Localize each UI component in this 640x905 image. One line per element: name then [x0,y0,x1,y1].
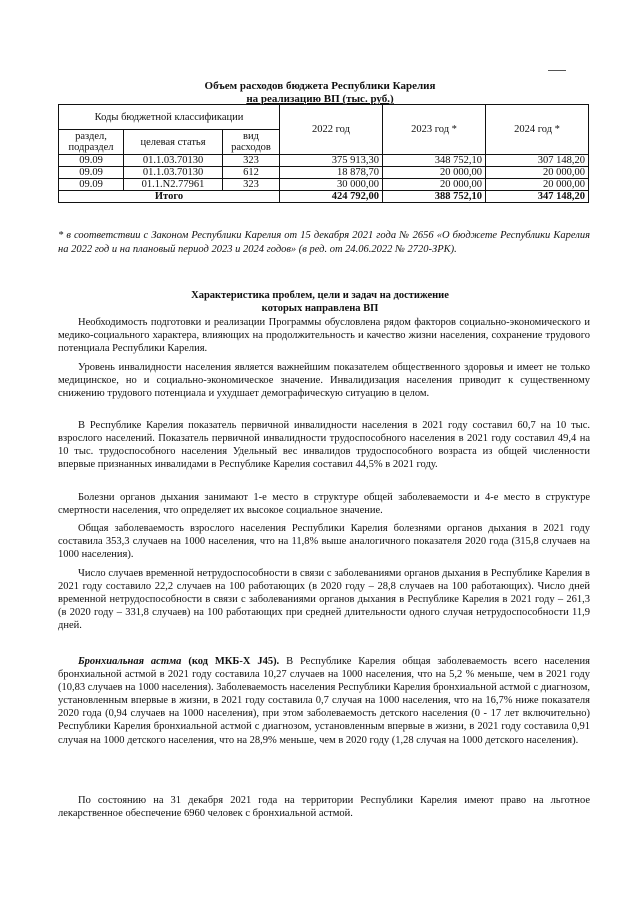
cell-2024: 20 000,00 [486,179,589,191]
cell-2023: 20 000,00 [383,167,486,179]
header-type: вид расходов [223,130,280,155]
table-row [59,155,589,167]
cell-section: 09.09 [59,179,124,191]
paragraph-6: Число случаев временной нетрудоспособности в связи с заболеваниями органов дыхания в Республике Карелия в 2021 году составило 22,2 случаев на 100 работающих (в 2020 году – 28,8 случаев на 100 работающих). Число дней временной нетрудоспособности в связи с заболеваниями органов дыхания в Республике Карелия в 2021 году – 261,3 (в 2020 году – 331,8 случаев) на 100 работающих при средней длительности одного случая нетрудоспособности 11,9 дней. [58,568,590,632]
total-label: Итого [59,191,280,203]
cell-2023: 20 000,00 [383,179,486,191]
cell-2023: 348 752,10 [383,155,486,167]
budget-table [58,104,589,203]
table-row [59,179,589,191]
paragraph-3: В Республике Карелия показатель первичной инвалидности населения в 2021 году составил 60,7 на 10 тыс. взрослого населений. Показатель первичной инвалидности трудоспособного населения в 2021 году составил 49,4 на 10 тыс. трудоспособного населения Удельный вес инвалидов трудоспособного возраста из общей численности впервые признанных инвалидами в Республике Карелия составил 44,5% в 2021 году. [58,420,590,471]
total-2023: 388 752,10 [383,191,486,203]
cell-2022: 18 878,70 [280,167,383,179]
scan-mark [548,70,566,71]
table-header-row [59,105,589,130]
cell-type: 323 [223,155,280,167]
table-title-line2: на реализацию ВП (тыс. руб.) [246,93,394,105]
cell-2022: 375 913,30 [280,155,383,167]
section-heading-line2: которых направлена ВП [261,303,379,314]
header-budget-codes: Коды бюджетной классификации [59,105,280,130]
footnote: * в соответствии с Законом Республики Карелия от 15 декабря 2021 года № 2656 «О бюджете Республики Карелия на 2022 год и на плановый период 2023 и 2024 годов» (в ред. от 24.06.2022 № 2720-ЗРК). [58,230,590,255]
total-2022: 424 792,00 [280,191,383,203]
header-target: целевая статья [124,130,223,155]
cell-section: 09.09 [59,155,124,167]
paragraph-7 [58,655,590,747]
cell-target: 01.1.03.70130 [124,167,223,179]
table-row [59,167,589,179]
section-heading-line1: Характеристика проблем, цели и задач на достижение [191,290,449,301]
cell-target: 01.1.03.70130 [124,155,223,167]
header-2024: 2024 год * [486,105,589,155]
cell-type: 612 [223,167,280,179]
paragraph-2: Уровень инвалидности населения является важнейшим показателем общественного здоровья и имеет не только медицинское, но и социально-экономическое значение. Инвалидизация населения приводит к существенному снижению трудового потенциала и ухудшает демографическую ситуацию в целом. [58,362,590,400]
header-2023: 2023 год * [383,105,486,155]
paragraph-1: Необходимость подготовки и реализации Программы обусловлена рядом факторов социально-экономического и медико-социального характера, влияющих на продолжительность и качество жизни населения, сохранение трудового потенциала Республики Карелия. [58,317,590,355]
paragraph-7-text: В Республике Карелия общая заболеваемость всего населения бронхиальной астмой в 2021 году составила 10,27 случаев на 1000 населения, что на 5,2 % меньше, чем в 2021 году (10,83 случаев на 1000 населения). Заболеваемость населения Республики Карелия бронхиальной астмой с диагнозом, установленным впервые в жизни, в 2021 году составила 0,7 случая на 1000 населения, что на 16,7% ниже показателя 2020 года (0,94 случаев на 1000 населения), при этом заболеваемость детского населения (0 - 17 лет включительно) Республики Карелия бронхиальной астмой с диагнозом, установленным впервые в жизни, в 2021 году составила 0,91 случая на 1000 детского населения, что на 28,9% меньше, чем в 2020 году (1,28 случая на 1000 детского населения). [58,656,590,746]
header-section: раздел, подраздел [59,130,124,155]
cell-target: 01.1.N2.77961 [124,179,223,191]
paragraph-4: Болезни органов дыхания занимают 1-е место в структуре общей заболеваемости и 4-е место в структуре смертности населения, что определяет их высокое социальное значение. [58,492,590,517]
header-2022: 2022 год [280,105,383,155]
total-2024: 347 148,20 [486,191,589,203]
asthma-term: Бронхиальная астма [78,656,182,667]
cell-2024: 20 000,00 [486,167,589,179]
paragraph-8: По состоянию на 31 декабря 2021 года на территории Республики Карелия имеют право на льготное лекарственное обеспечение 6960 человек с бронхиальной астмой. [58,795,590,820]
cell-2022: 30 000,00 [280,179,383,191]
table-title-line1: Объем расходов бюджета Республики Карелия [204,80,436,92]
cell-type: 323 [223,179,280,191]
cell-section: 09.09 [59,167,124,179]
paragraph-5: Общая заболеваемость взрослого населения Республики Карелия болезнями органов дыхания в 2021 году составила 353,3 случаев на 1000 населения, что на 11,8% выше аналогичного показателя 2020 года (315,8 случаев на 1000 населения). [58,523,590,561]
cell-2024: 307 148,20 [486,155,589,167]
icd-code: (код МКБ-Х J45). [181,656,280,667]
table-total-row [59,191,589,203]
